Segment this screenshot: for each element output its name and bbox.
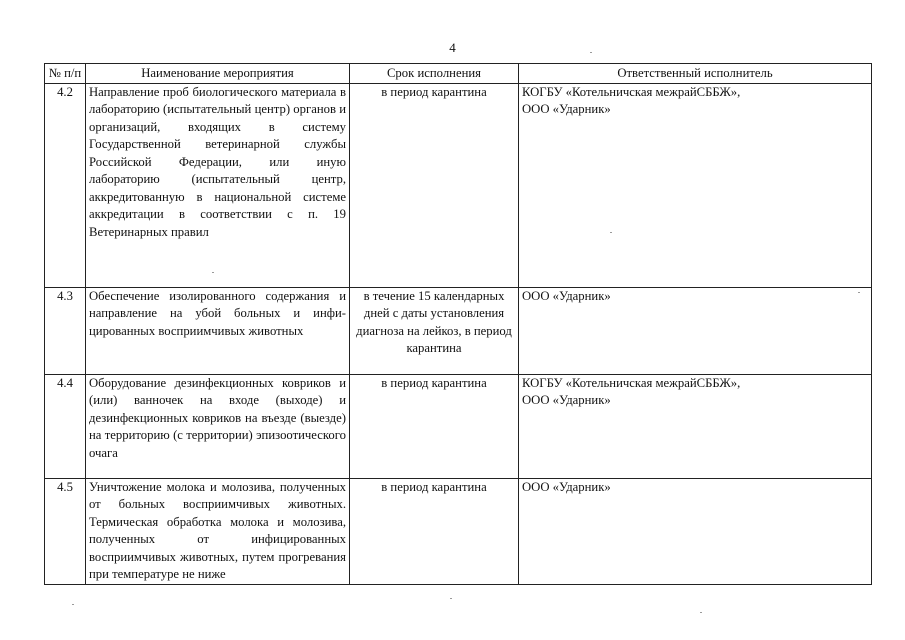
header-term: Срок исполнения bbox=[350, 64, 519, 84]
table-row bbox=[45, 478, 872, 584]
table-row bbox=[45, 374, 872, 478]
page-number: 4 bbox=[449, 40, 456, 55]
measures-table bbox=[44, 63, 872, 585]
header-num: № п/п bbox=[45, 64, 86, 84]
row-name: Направление проб биологического материала в лабораторию (испытательный центр) органов и организаций, входящих в систему Государственной ветеринарной службы Российской Федерации, или иную лабораторию (испытательный центр, аккредитованную в национальной системе аккредитации в соответствии с п. 19 Ветеринарных правил bbox=[86, 83, 350, 287]
scan-speck bbox=[858, 292, 860, 293]
row-num: 4.4 bbox=[45, 374, 86, 478]
row-num: 4.2 bbox=[45, 83, 86, 287]
row-responsible bbox=[519, 83, 872, 287]
responsible-line: ООО «Ударник» bbox=[522, 393, 611, 407]
responsible-line: ООО «Ударник» bbox=[522, 479, 611, 494]
scan-speck bbox=[590, 52, 592, 53]
table-header-row bbox=[45, 64, 872, 84]
row-num: 4.3 bbox=[45, 287, 86, 374]
row-term: в течение 15 календарных дней с даты установления диагноза на лейкоз, в период карантина bbox=[350, 287, 519, 374]
table-row bbox=[45, 83, 872, 287]
header-responsible: Ответственный исполнитель bbox=[519, 64, 872, 84]
row-name: Оборудование дезинфекционных ковриков и (или) ванночек на входе (выходе) и дезинфекционных ковриков на въезде (выезде) на территорию (с территории) эпизоотического очага bbox=[86, 374, 350, 478]
table-row bbox=[45, 287, 872, 374]
row-responsible bbox=[519, 478, 872, 584]
responsible-line: КОГБУ «Котельничская межрайСББЖ», bbox=[522, 375, 741, 390]
row-responsible bbox=[519, 287, 872, 374]
responsible-line: ООО «Ударник» bbox=[522, 102, 611, 116]
row-responsible bbox=[519, 374, 872, 478]
responsible-line: ООО «Ударник» bbox=[522, 288, 611, 303]
row-name: Обеспечение изолированного содержания и направление на убой больных и инфицированных восприимчивых животных bbox=[86, 287, 350, 374]
scan-speck bbox=[212, 272, 214, 273]
scan-speck bbox=[700, 612, 702, 613]
row-term: в период карантина bbox=[350, 83, 519, 287]
row-term: в период карантина bbox=[350, 478, 519, 584]
responsible-line: КОГБУ «Котельничская межрайСББЖ», bbox=[522, 84, 741, 99]
header-name: Наименование мероприятия bbox=[86, 64, 350, 84]
scan-speck bbox=[450, 598, 452, 599]
row-num: 4.5 bbox=[45, 478, 86, 584]
scan-speck bbox=[72, 604, 74, 605]
row-term: в период карантина bbox=[350, 374, 519, 478]
scan-speck bbox=[610, 232, 612, 233]
row-name: Уничтожение молока и молозива, полученных от больных восприимчивых животных. Термическая обработка молока и молозива, полученных от инфицированных восприимчивых животных, путем прогревания при температуре не ниже bbox=[86, 478, 350, 584]
